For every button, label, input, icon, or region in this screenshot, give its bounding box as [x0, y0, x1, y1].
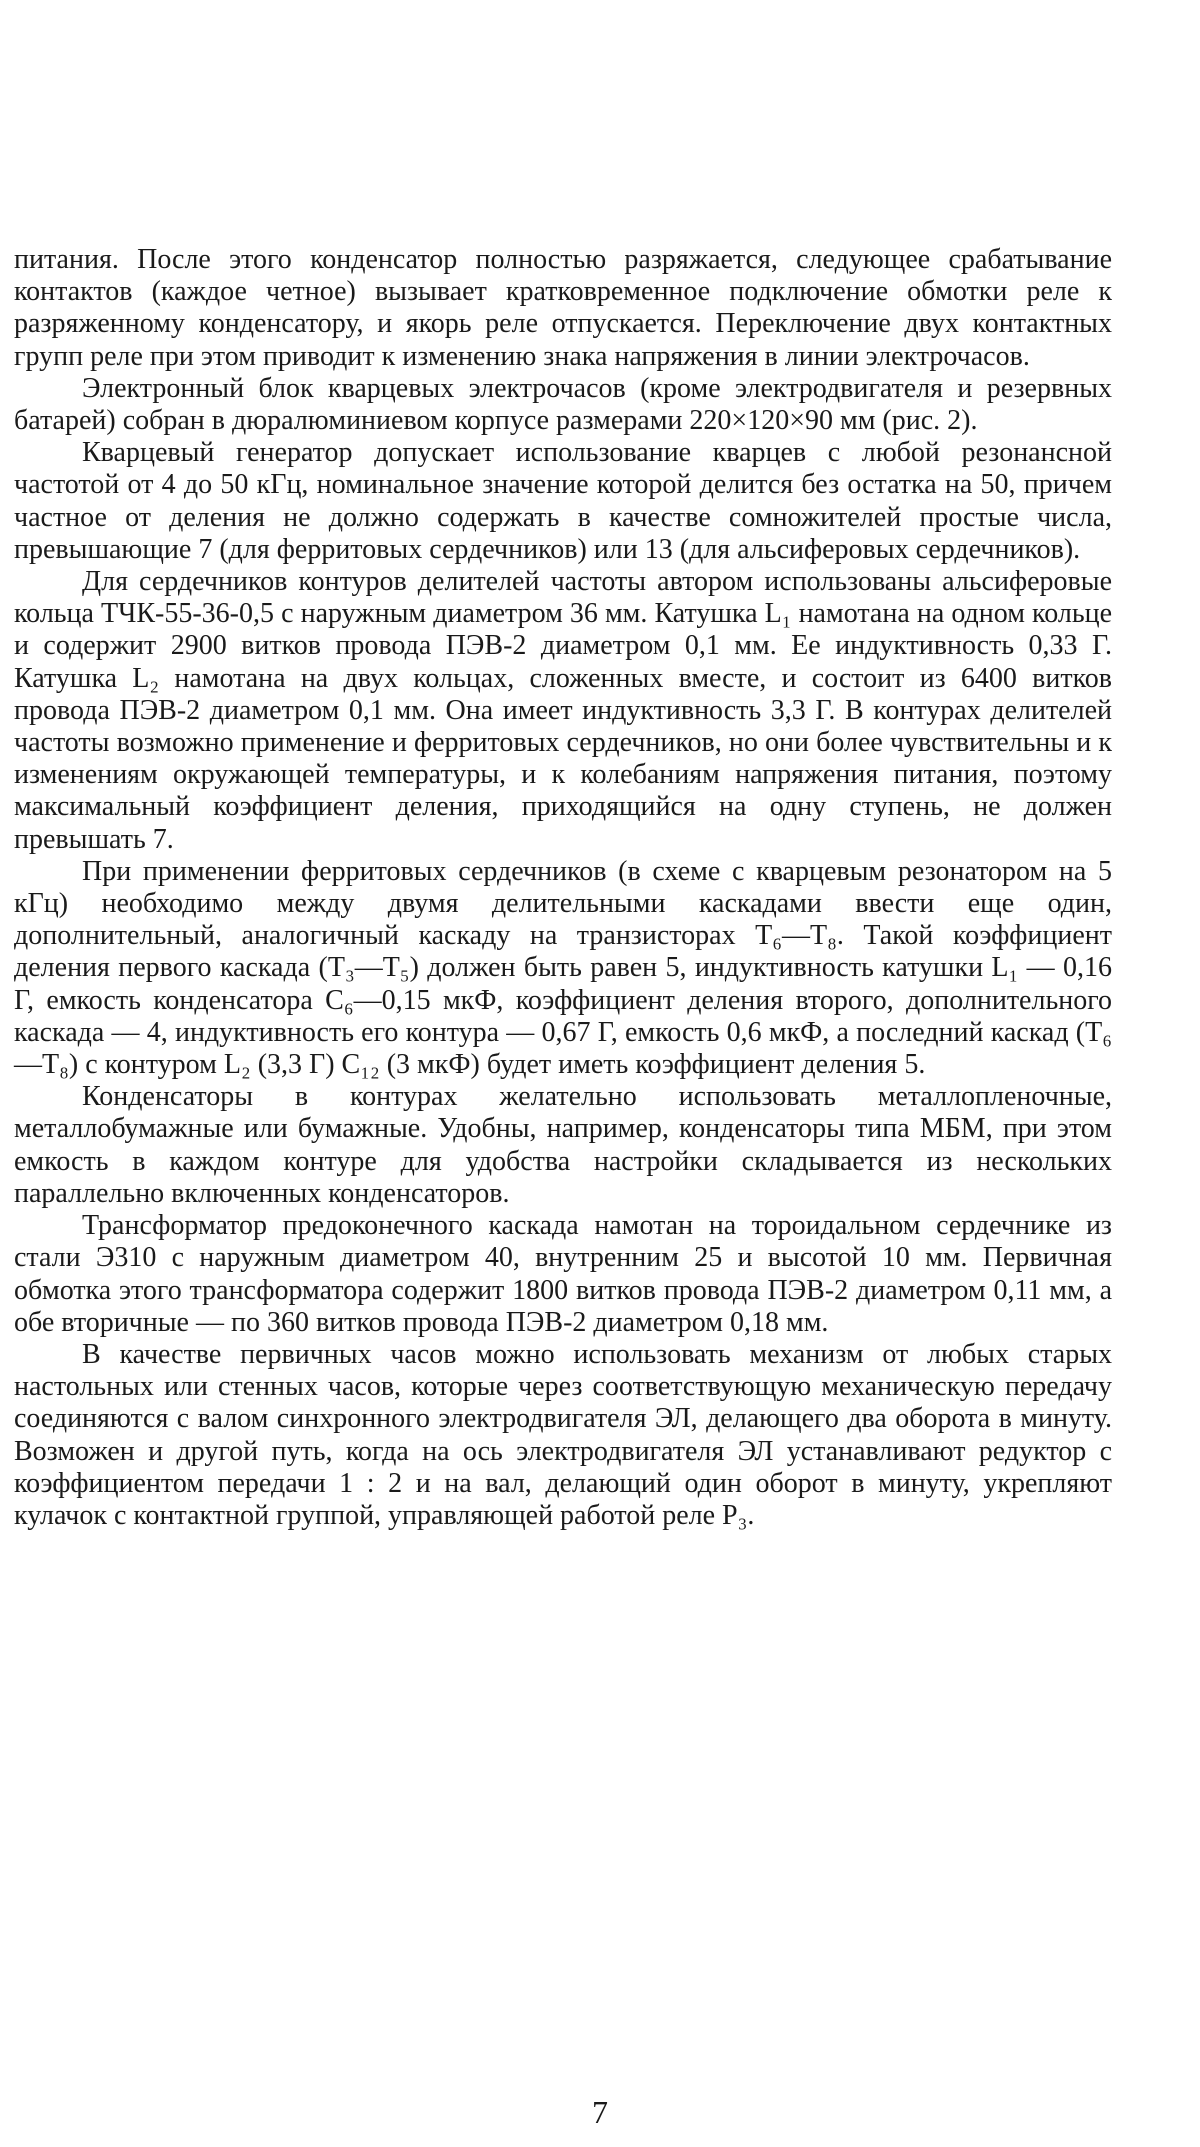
paragraph-primary-clock: В качестве первичных часов можно использовать механизм от любых старых настольных или стенных часов, которые через соответствующую механическую передачу соединяются с валом синхронного электродвигателя ЭЛ, делающего два оборота в минуту. Возможен и другой путь, когда на ось электродвигателя ЭЛ устанавливают редуктор с коэффициентом передачи 1 : 2 и на вал, делающий один оборот в минуту, укрепляют кулачок с контактной группой, управляющей работой реле P₃.: [14, 1338, 1112, 1531]
paragraph-electronic-block: Электронный блок кварцевых электрочасов (кроме электродвигателя и резервных батарей) собран в дюралюминиевом корпусе размерами 220×120×90 мм (рис. 2).: [14, 372, 1112, 437]
paragraph-ferrite-cores: При применении ферритовых сердечников (в схеме с кварцевым резонатором на 5 кГц) необходимо между двумя делительными каскадами ввести еще один, дополнительный, аналогичный каскаду на транзисторах T₆—T₈. Такой коэффициент деления первого каскада (T₃—T₅) должен быть равен 5, индуктивность катушки L₁ — 0,16 Г, емкость конденсатора C₆—0,15 мкФ, коэффициент деления второго, дополнительного каскада — 4, индуктивность его контура — 0,67 Г, емкость 0,6 мкФ, а последний каскад (T₆—T₈) с контуром L₂ (3,3 Г) C₁₂ (3 мкФ) будет иметь коэффициент деления 5.: [14, 855, 1112, 1081]
paragraph-capacitors: Конденсаторы в контурах желательно использовать металлопленочные, металлобумажные или бумажные. Удобны, например, конденсаторы типа МБМ, при этом емкость в каждом контуре для удобства настройки складывается из нескольких параллельно включенных конденсаторов.: [14, 1081, 1112, 1209]
paragraph-transformer: Трансформатор предоконечного каскада намотан на тороидальном сердечнике из стали Э310 с наружным диаметром 40, внутренним 25 и высотой 10 мм. Первичная обмотка этого трансформатора содержит 1800 витков провода ПЭВ-2 диаметром 0,11 мм, а обе вторичные — по 360 витков провода ПЭВ-2 диаметром 0,18 мм.: [14, 1210, 1112, 1338]
paragraph-cores: Для сердечников контуров делителей частоты автором использованы альсиферовые кольца ТЧК-55-36-0,5 с наружным диаметром 36 мм. Катушка L₁ намотана на одном кольце и содержит 2900 витков провода ПЭВ-2 диаметром 0,1 мм. Ее индуктивность 0,33 Г. Катушка L₂ намотана на двух кольцах, сложенных вместе, и состоит из 6400 витков провода ПЭВ-2 диаметром 0,1 мм. Она имеет индуктивность 3,3 Г. В контурах делителей частоты возможно применение и ферритовых сердечников, но они более чувствительны и к изменениям окружающей температуры, и к колебаниям напряжения питания, поэтому максимальный коэффициент деления, приходящийся на одну ступень, не должен превышать 7.: [14, 566, 1112, 855]
paragraph-quartz-generator: Кварцевый генератор допускает использование кварцев с любой резонансной частотой от 4 до 50 кГц, номинальное значение которой делится без остатка на 50, причем частное от деления не должно содержать в качестве сомножителей простые числа, превышающие 7 (для ферритовых сердечников) или 13 (для альсиферовых сердечников).: [14, 437, 1112, 565]
paragraph-continuation: питания. После этого конденсатор полностью разряжается, следующее срабатывание контактов (каждое четное) вызывает кратковременное подключение обмотки реле к разряженному конденсатору, и якорь реле отпускается. Переключение двух контактных групп реле при этом приводит к изменению знака напряжения в линии электрочасов.: [14, 244, 1112, 372]
page-number: 7: [592, 2094, 608, 2130]
body-text: [14, 244, 1112, 1532]
